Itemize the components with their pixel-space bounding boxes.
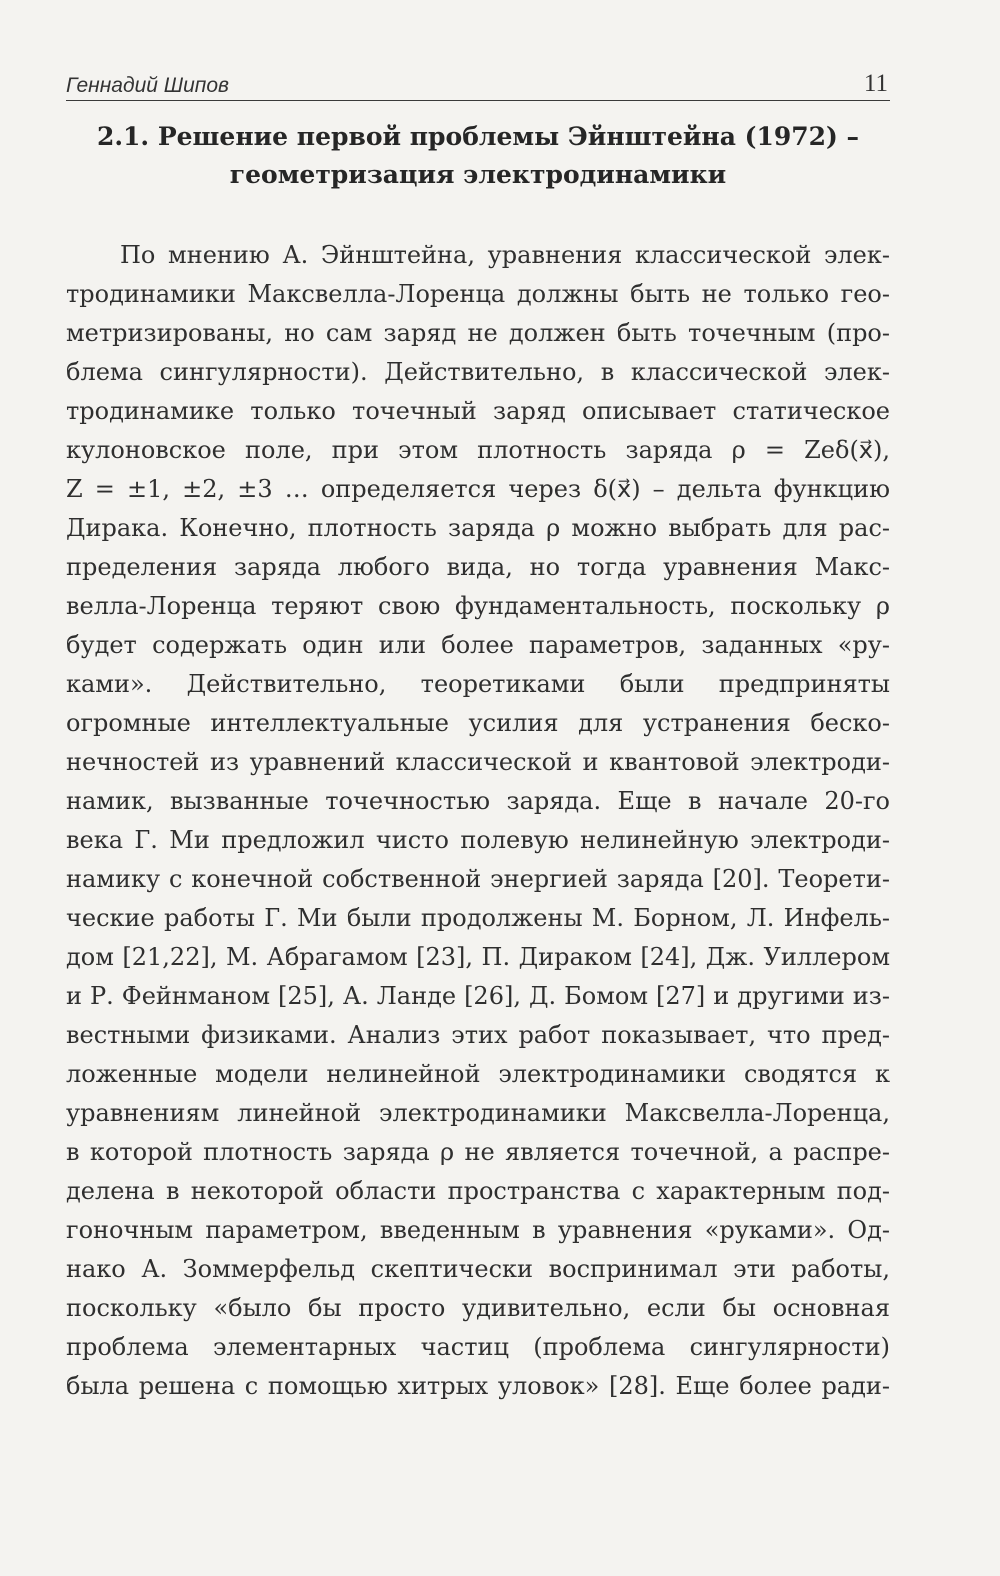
text-line: метризированы, но сам заряд не должен быть точечным (про- xyxy=(66,319,890,347)
text-line: уравнениям линейной электродинамики Максвелла-Лоренца, xyxy=(66,1099,890,1127)
section-title xyxy=(66,118,890,194)
running-header xyxy=(66,70,890,101)
text-line: намику с конечной собственной энергией заряда [20]. Теорети- xyxy=(66,865,890,893)
text-line: вестными физиками. Анализ этих работ показывает, что пред- xyxy=(66,1021,890,1049)
text-line: блема сингулярности). Действительно, в классической элек- xyxy=(66,358,890,386)
text-line: и Р. Фейнманом [25], А. Ланде [26], Д. Бомом [27] и другими из- xyxy=(66,982,890,1010)
text-line: поскольку «было бы просто удивительно, если бы основная xyxy=(66,1294,890,1322)
text-line: пределения заряда любого вида, но тогда уравнения Макс- xyxy=(66,553,890,581)
text-line: ками». Действительно, теоретиками были предприняты xyxy=(66,670,890,698)
text-line: ческие работы Г. Ми были продолжены М. Борном, Л. Инфель- xyxy=(66,904,890,932)
text-line: ложенные модели нелинейной электродинамики сводятся к xyxy=(66,1060,890,1088)
text-line: тродинамики Максвелла-Лоренца должны быть не только гео- xyxy=(66,280,890,308)
section-title-line: 2.1. Решение первой проблемы Эйнштейна (1972) – xyxy=(96,122,860,151)
header-author: Геннадий Шипов xyxy=(66,74,229,97)
body-paragraph xyxy=(66,236,890,1406)
section-title-line: геометризация электродинамики xyxy=(229,160,727,189)
text-line: велла-Лоренца теряют свою фундаментальность, поскольку ρ xyxy=(66,592,890,620)
text-line: нако А. Зоммерфельд скептически воспринимал эти работы, xyxy=(66,1255,890,1283)
text-line: дом [21,22], М. Абрагамом [23], П. Дираком [24], Дж. Уиллером xyxy=(66,943,890,971)
text-line: проблема элементарных частиц (проблема сингулярности) xyxy=(66,1333,890,1361)
text-line: намик, вызванные точечностью заряда. Еще в начале 20-го xyxy=(66,787,890,815)
text-line: века Г. Ми предложил чисто полевую нелинейную электроди- xyxy=(66,826,890,854)
text-line: делена в некоторой области пространства с характерным под- xyxy=(66,1177,890,1205)
text-line: огромные интеллектуальные усилия для устранения беско- xyxy=(66,709,890,737)
text-line: в которой плотность заряда ρ не является точечной, а распре- xyxy=(66,1138,890,1166)
text-line: гоночным параметром, введенным в уравнения «руками». Од- xyxy=(66,1216,890,1244)
text-line: Z = ±1, ±2, ±3 … определяется через δ(x⃗) – дельта функцию xyxy=(66,475,890,503)
page-number: 11 xyxy=(863,70,888,97)
text-line: была решена с помощью хитрых уловок» [28]. Еще более ради- xyxy=(66,1372,890,1400)
text-line: тродинамике только точечный заряд описывает статическое xyxy=(66,397,890,425)
text-line: кулоновское поле, при этом плотность заряда ρ = Zeδ(x⃗), xyxy=(66,436,890,464)
text-line: Дирака. Конечно, плотность заряда ρ можно выбрать для рас- xyxy=(66,514,890,542)
text-line: нечностей из уравнений классической и квантовой электроди- xyxy=(66,748,890,776)
text-line: будет содержать один или более параметров, заданных «ру- xyxy=(66,631,890,659)
text-line: По мнению А. Эйнштейна, уравнения классической элек- xyxy=(120,241,890,269)
